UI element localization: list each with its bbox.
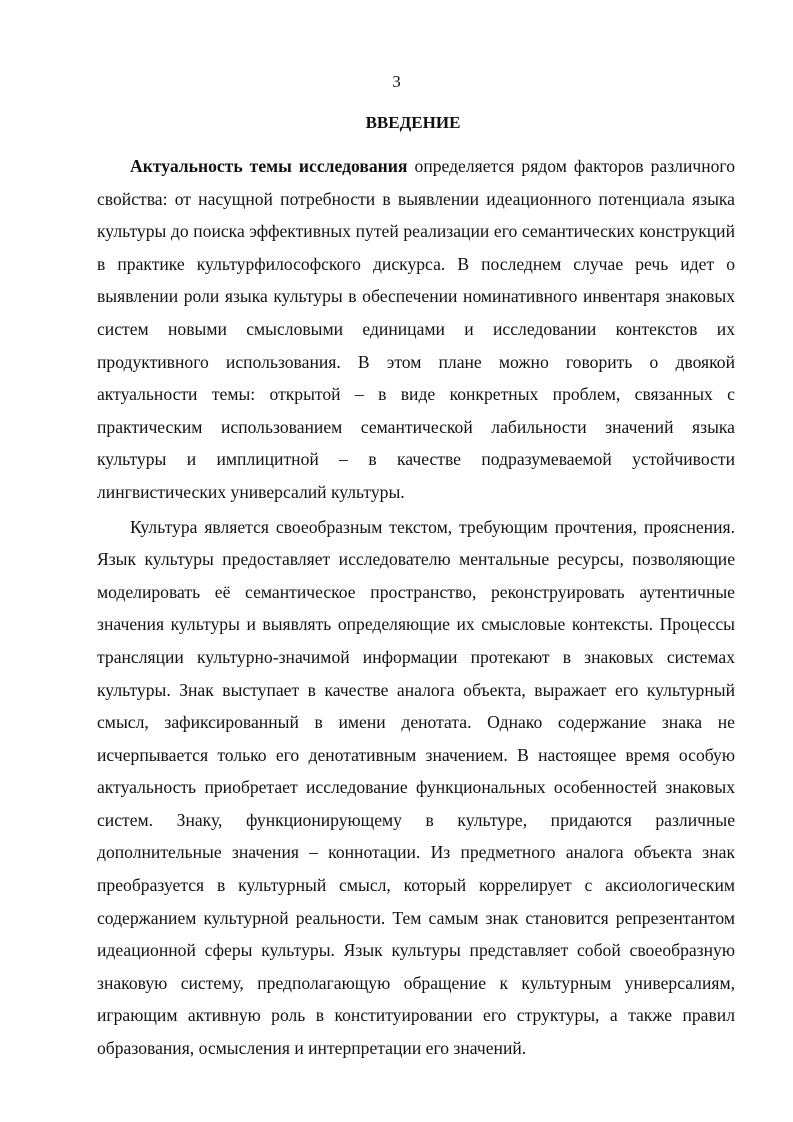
- paragraph-culture: [97, 511, 735, 1065]
- section-heading: ВВЕДЕНИЕ: [365, 113, 461, 132]
- relevance-text: определяется рядом факторов различного свойства: от насущной потребности в выявлении идеационного потенциала языка культуры до поиска эффективных путей реализации его семантических конструкций в практике культурфилософского дискурса. В последнем случае речь идет о выявлении роли языка культуры в обеспечении номинативного инвентаря знаковых систем новыми смысловыми единицами и исследовании контекстов их продуктивного использования. В этом плане можно говорить о двоякой актуальности темы: открытой – в виде конкретных проблем, связанных с практическим использованием семантической лабильности значений языка культуры и имплицитной – в качестве подразумеваемой устойчивости лингвистических универсалий культуры.: [97, 156, 736, 502]
- paragraph-relevance: [97, 150, 735, 509]
- page-number: 3: [392, 72, 401, 91]
- relevance-lead: Актуальность темы исследования: [130, 156, 408, 176]
- body-text: [97, 150, 735, 1065]
- culture-text: Культура является своеобразным текстом, требующим прочтения, прояснения. Язык культуры предоставляет исследователю ментальные ресурсы, позволяющие моделировать её семантическое пространство, реконструировать аутентичные значения культуры и выявлять определяющие их смысловые контексты. Процессы трансляции культурно-значимой информации протекают в знаковых системах культуры. Знак выступает в качестве аналога объекта, выражает его культурный смысл, зафиксированный в имени денотата. Однако содержание знака не исчерпывается только его денотативным значением. В настоящее время особую актуальность приобретает исследование функциональных особенностей знаковых систем. Знаку, функционирующему в культуре, придаются различные дополнительные значения – коннотации. Из предметного аналога объекта знак преобразуется в культурный смысл, который коррелирует с аксиологическим содержанием культурной реальности. Тем самым знак становится репрезентантом идеационной сферы культуры. Язык культуры представляет собой своеобразную знаковую систему, предполагающую обращение к культурным универсалиям, играющим активную роль в конституировании его структуры, а также правил образования, осмысления и интерпретации его значений.: [97, 516, 735, 1059]
